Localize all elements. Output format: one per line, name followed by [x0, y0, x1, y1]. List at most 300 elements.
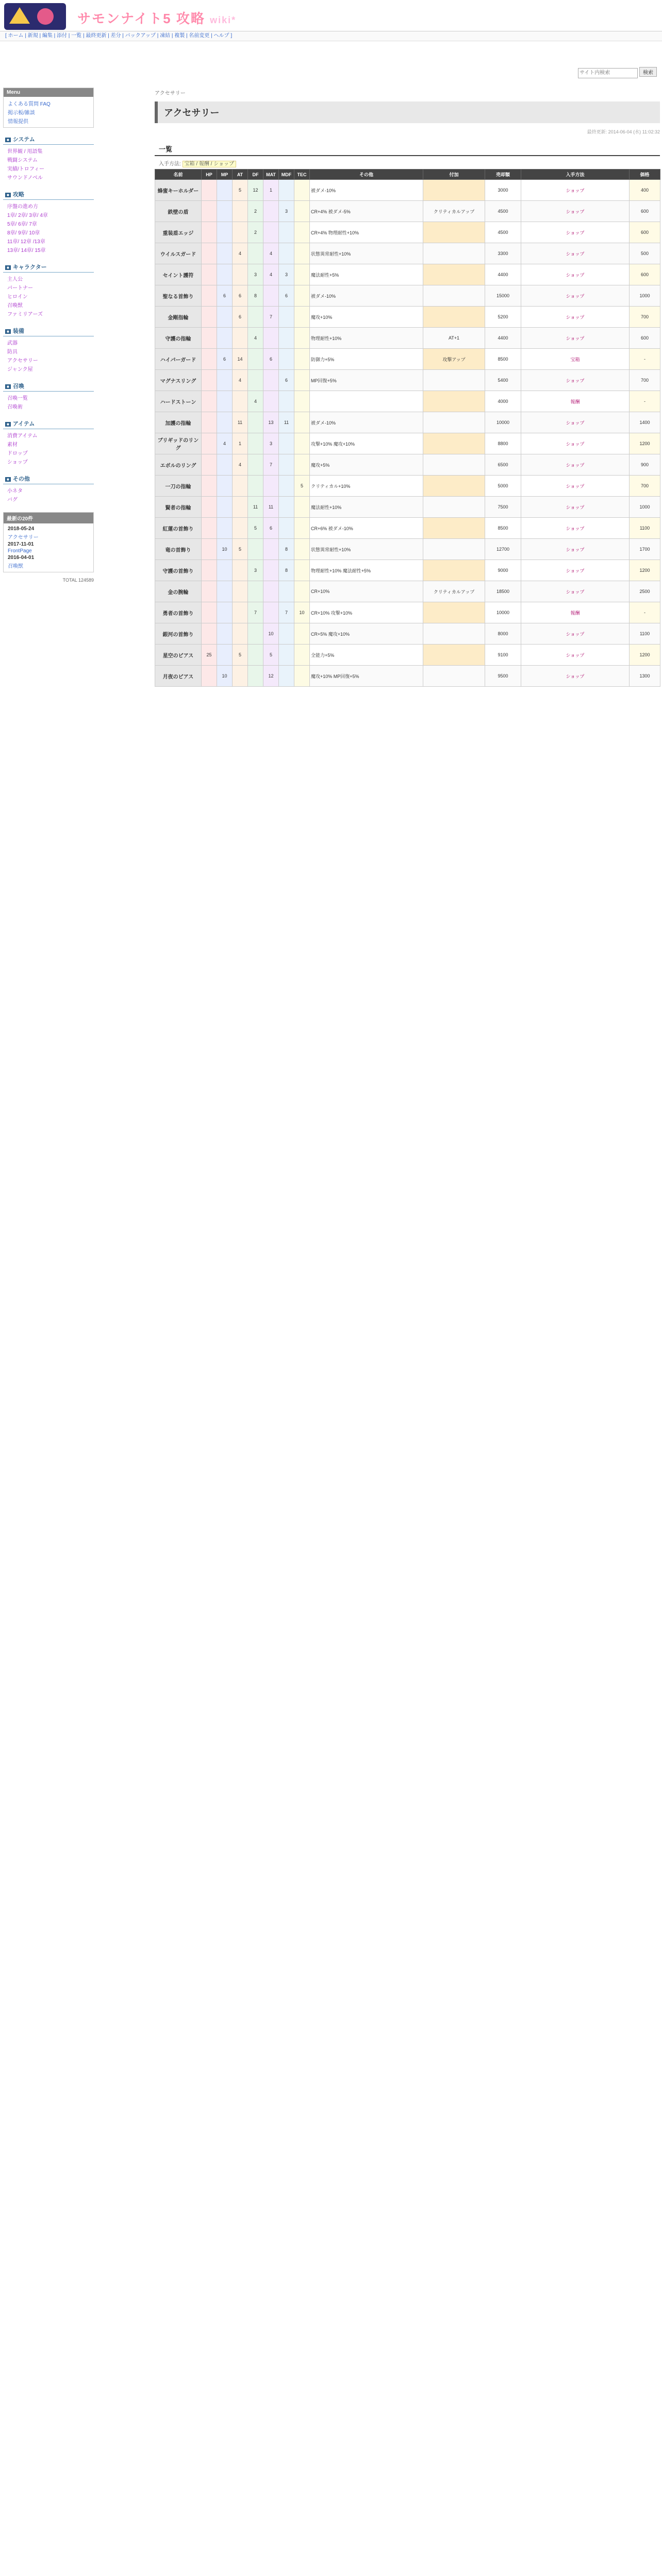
sidebar-link[interactable]: 召喚一覧 — [7, 396, 28, 401]
menu-item[interactable]: よくある質問 FAQ — [8, 101, 51, 107]
table-cell — [217, 412, 233, 433]
sidebar-link[interactable]: 11章/ 12章 /13章 — [7, 239, 45, 245]
sidebar-link[interactable]: 実績/トロフィー — [7, 166, 44, 172]
counter: TOTAL 124589 — [62, 578, 94, 583]
table-cell — [217, 391, 233, 412]
table-cell — [202, 454, 217, 476]
column-header: 付加 — [423, 170, 485, 180]
table-cell — [233, 666, 248, 687]
menu-item[interactable]: 掲示板/雑談 — [8, 110, 35, 116]
table-cell: 状態異常耐性+10% — [310, 539, 423, 560]
table-cell — [279, 349, 294, 370]
item-name[interactable]: 月夜のピアス — [155, 666, 202, 687]
sidebar-link[interactable]: ファミリアーズ — [7, 312, 43, 317]
table-cell: 400 — [630, 180, 660, 201]
table-cell: 1100 — [630, 623, 660, 645]
table-cell — [423, 645, 485, 666]
item-name[interactable]: セイント護符 — [155, 264, 202, 285]
item-name[interactable]: 加護の指輪 — [155, 412, 202, 433]
table-cell — [248, 433, 263, 454]
table-cell: クリティカル+10% — [310, 476, 423, 497]
table-cell: 8000 — [485, 623, 521, 645]
table-cell — [423, 243, 485, 264]
item-name[interactable]: 銀河の首飾り — [155, 623, 202, 645]
sidebar-link[interactable]: 世界観 / 用語集 — [7, 149, 43, 155]
table-cell: 状態異常耐性+10% — [310, 243, 423, 264]
table-cell — [202, 370, 217, 391]
column-header: 名前 — [155, 170, 202, 180]
table-cell — [263, 476, 279, 497]
item-name[interactable]: 竜の首飾り — [155, 539, 202, 560]
table-cell — [202, 307, 217, 328]
table-cell: 11 — [233, 412, 248, 433]
table-cell — [423, 476, 485, 497]
table-cell — [279, 645, 294, 666]
table-row — [155, 518, 660, 539]
table-cell: 6 — [279, 285, 294, 307]
table-cell — [217, 581, 233, 602]
table-cell — [294, 222, 310, 243]
sidebar-link[interactable]: ショップ — [7, 460, 28, 465]
table-cell: 4500 — [485, 222, 521, 243]
table-cell — [248, 623, 263, 645]
table-cell: 5 — [233, 645, 248, 666]
table-cell: 6 — [233, 285, 248, 307]
table-cell: 攻撃アップ — [423, 349, 485, 370]
table-cell — [233, 201, 248, 222]
table-cell — [233, 264, 248, 285]
table-cell: - — [630, 391, 660, 412]
table-row — [155, 645, 660, 666]
sidebar-link[interactable]: バグ — [7, 497, 18, 503]
table-cell: 6500 — [485, 454, 521, 476]
table-cell: 8 — [248, 285, 263, 307]
table-cell: 4 — [217, 433, 233, 454]
table-cell: 3000 — [485, 180, 521, 201]
table-cell — [202, 623, 217, 645]
item-name[interactable]: エボルのリング — [155, 454, 202, 476]
table-cell — [233, 518, 248, 539]
table-cell: ショップ — [521, 645, 630, 666]
table-cell — [279, 243, 294, 264]
menu-item[interactable]: 情報提供 — [8, 119, 28, 125]
table-cell — [294, 518, 310, 539]
table-cell: 5 — [233, 180, 248, 201]
table-cell: 7 — [263, 307, 279, 328]
sidebar-link[interactable]: 8章/ 9章/ 10章 — [7, 230, 40, 236]
table-cell: 5 — [263, 645, 279, 666]
table-cell — [202, 539, 217, 560]
top-nav[interactable]: [ ホーム | 新規 | 編集 | 添付 | 一覧 | 最終更新 | 差分 | バックアップ | 凍結 | 複製 | 名前変更 | ヘルプ ] — [0, 31, 662, 41]
item-name[interactable]: ハイパーガード — [155, 349, 202, 370]
table-cell: ショップ — [521, 560, 630, 581]
table-cell: 2500 — [630, 581, 660, 602]
table-cell — [423, 264, 485, 285]
table-cell — [423, 539, 485, 560]
table-cell: 防御力+5% — [310, 349, 423, 370]
sidebar-link[interactable]: ジャンク屋 — [7, 367, 33, 372]
column-header: MP — [217, 170, 233, 180]
table-cell — [423, 623, 485, 645]
table-cell: ショップ — [521, 307, 630, 328]
table-cell — [217, 264, 233, 285]
table-cell: ショップ — [521, 285, 630, 307]
item-name[interactable]: 賢者の指輪 — [155, 497, 202, 518]
table-cell — [202, 433, 217, 454]
table-row — [155, 412, 660, 433]
table-cell — [248, 370, 263, 391]
sidebar-section-walkthrough: ■ 攻略 序盤の進め方 1章/ 2章/ 3章/ 4章 5章/ 6章/ 7章 8章/ 9章/ 10章 11章/ 12章 /13章 13章/ 14章/ 15章 — [3, 189, 94, 256]
table-cell — [263, 201, 279, 222]
table-cell — [202, 243, 217, 264]
sidebar-link[interactable]: 召喚獣 — [7, 303, 23, 309]
recent-date: 2018-05-24 — [8, 526, 35, 532]
table-cell: 1400 — [630, 412, 660, 433]
table-cell: ショップ — [521, 433, 630, 454]
sidebar-link[interactable]: 防具 — [7, 349, 18, 355]
table-cell — [294, 307, 310, 328]
recent-title: 最新の20件 — [4, 513, 93, 523]
table-cell — [233, 328, 248, 349]
table-cell — [233, 623, 248, 645]
table-cell: 物理耐性+10% 魔法耐性+5% — [310, 560, 423, 581]
sidebar-link[interactable]: 素材 — [7, 442, 18, 448]
table-row — [155, 433, 660, 454]
table-cell: 4 — [263, 264, 279, 285]
table-cell: 1200 — [630, 433, 660, 454]
table-cell: 18500 — [485, 581, 521, 602]
table-cell: 5 — [248, 518, 263, 539]
item-name[interactable]: 星空のピアス — [155, 645, 202, 666]
table-cell: 600 — [630, 328, 660, 349]
table-cell — [217, 180, 233, 201]
table-cell — [423, 518, 485, 539]
table-row — [155, 454, 660, 476]
menu-title: Menu — [4, 88, 93, 97]
recent-link[interactable]: FrontPage — [8, 548, 32, 554]
equipment-table — [155, 169, 660, 687]
item-name[interactable]: 紅蓮の首飾り — [155, 518, 202, 539]
table-cell: 6 — [263, 349, 279, 370]
table-cell — [294, 454, 310, 476]
table-cell — [217, 645, 233, 666]
table-cell — [263, 285, 279, 307]
table-cell — [202, 285, 217, 307]
table-cell — [263, 222, 279, 243]
table-cell — [279, 497, 294, 518]
item-name[interactable]: 蜂蜜キーホルダー — [155, 180, 202, 201]
table-cell: 14 — [233, 349, 248, 370]
table-cell: ショップ — [521, 476, 630, 497]
table-row — [155, 180, 660, 201]
item-name[interactable]: ウイルスガード — [155, 243, 202, 264]
table-cell: 全能力+5% — [310, 645, 423, 666]
table-cell — [423, 602, 485, 623]
table-cell — [202, 391, 217, 412]
table-cell — [294, 560, 310, 581]
table-cell — [217, 602, 233, 623]
table-cell — [233, 560, 248, 581]
table-cell — [217, 243, 233, 264]
table-cell: 10000 — [485, 412, 521, 433]
table-cell: 2 — [248, 201, 263, 222]
column-header: その他 — [310, 170, 423, 180]
table-cell: 6 — [279, 370, 294, 391]
table-cell — [263, 328, 279, 349]
table-cell: 8 — [279, 560, 294, 581]
table-cell: 報酬 — [521, 602, 630, 623]
site-logo[interactable] — [4, 3, 66, 30]
table-cell: 15000 — [485, 285, 521, 307]
table-cell — [294, 243, 310, 264]
table-row — [155, 391, 660, 412]
table-cell: クリティカルアップ — [423, 201, 485, 222]
table-header-row — [155, 170, 660, 180]
table-cell: 被ダメ-10% — [310, 180, 423, 201]
table-row — [155, 602, 660, 623]
table-cell: ショップ — [521, 412, 630, 433]
table-cell: 4 — [248, 328, 263, 349]
table-cell — [294, 666, 310, 687]
table-cell: 魔攻+10% — [310, 307, 423, 328]
table-cell: ショップ — [521, 243, 630, 264]
table-cell: ショップ — [521, 454, 630, 476]
column-header: AT — [233, 170, 248, 180]
table-cell — [248, 307, 263, 328]
table-cell — [248, 666, 263, 687]
table-cell — [202, 222, 217, 243]
table-cell: CR+10% 攻撃+10% — [310, 602, 423, 623]
table-cell: 1200 — [630, 560, 660, 581]
table-cell — [279, 581, 294, 602]
table-cell — [279, 391, 294, 412]
table-cell: 8500 — [485, 518, 521, 539]
sidebar-link[interactable]: 13章/ 14章/ 15章 — [7, 248, 46, 253]
sidebar-section-summon: ■ 召喚 召喚一覧 召喚術 — [3, 381, 94, 412]
search-box — [578, 67, 657, 78]
table-cell: 4500 — [485, 201, 521, 222]
table-row — [155, 539, 660, 560]
table-cell — [279, 666, 294, 687]
table-row — [155, 349, 660, 370]
item-name[interactable]: 勇者の首飾り — [155, 602, 202, 623]
table-cell: 魔法耐性+10% — [310, 497, 423, 518]
sidebar-link[interactable]: 1章/ 2章/ 3章/ 4章 — [7, 213, 48, 218]
sidebar-link[interactable]: 消費アイテム — [7, 433, 38, 439]
breadcrumb[interactable]: アクセサリー — [155, 91, 186, 96]
table-cell — [294, 328, 310, 349]
table-cell: 5200 — [485, 307, 521, 328]
sidebar-section-item: ■ アイテム 消費アイテム 素材 ドロップ ショップ — [3, 418, 94, 467]
table-cell: 10 — [294, 602, 310, 623]
table-cell: ショップ — [521, 666, 630, 687]
table-cell: 1 — [263, 180, 279, 201]
table-cell: 500 — [630, 243, 660, 264]
table-cell: 魔攻+10% MP回復+5% — [310, 666, 423, 687]
sidebar-link[interactable]: 主人公 — [7, 277, 23, 282]
table-cell: ショップ — [521, 180, 630, 201]
table-cell: 12 — [248, 180, 263, 201]
table-cell: 4 — [233, 454, 248, 476]
table-cell: ショップ — [521, 539, 630, 560]
table-cell — [294, 581, 310, 602]
table-cell: 3 — [248, 264, 263, 285]
table-cell — [217, 623, 233, 645]
item-name[interactable]: ブリギッドのリング — [155, 433, 202, 454]
column-header: 売却額 — [485, 170, 521, 180]
table-cell: 10 — [263, 623, 279, 645]
sidebar-link[interactable]: アクセサリー — [7, 358, 38, 364]
sidebar-link[interactable]: 武器 — [7, 341, 18, 346]
sidebar-link[interactable]: 小ネタ — [7, 488, 23, 494]
table-cell: 4 — [248, 391, 263, 412]
table-row — [155, 476, 660, 497]
recent-date: 2016-04-01 — [8, 555, 35, 561]
table-cell — [217, 201, 233, 222]
sidebar-section-character: ■ キャラクター 主人公 パートナー ヒロイン 召喚獣 ファミリアーズ — [3, 262, 94, 319]
table-cell: 600 — [630, 222, 660, 243]
table-cell: 3 — [279, 264, 294, 285]
table-cell — [233, 497, 248, 518]
table-cell — [423, 222, 485, 243]
table-row — [155, 328, 660, 349]
sidebar-section-equipment: ■ 装備 武器 防具 アクセサリー ジャンク屋 — [3, 326, 94, 375]
item-name[interactable]: 鉄壁の盾 — [155, 201, 202, 222]
column-header: MDF — [279, 170, 294, 180]
sidebar-link[interactable]: 召喚術 — [7, 404, 23, 410]
table-cell — [294, 370, 310, 391]
table-cell — [248, 412, 263, 433]
table-cell: CR+4% 被ダメ-5% — [310, 201, 423, 222]
recent-date: 2017-11-01 — [8, 541, 34, 547]
table-cell: 6 — [217, 349, 233, 370]
sidebar-link[interactable]: ヒロイン — [7, 294, 28, 300]
table-cell: 11 — [279, 412, 294, 433]
column-header: MAT — [263, 170, 279, 180]
table-cell: 12700 — [485, 539, 521, 560]
table-row — [155, 370, 660, 391]
table-cell — [202, 412, 217, 433]
item-name[interactable]: 守護の首飾り — [155, 560, 202, 581]
item-name[interactable]: 一刀の指輪 — [155, 476, 202, 497]
table-cell: ショップ — [521, 623, 630, 645]
table-cell — [279, 328, 294, 349]
table-cell: 7500 — [485, 497, 521, 518]
table-cell: 被ダメ-10% — [310, 412, 423, 433]
table-cell — [202, 497, 217, 518]
table-cell — [294, 201, 310, 222]
table-cell: 被ダメ-10% — [310, 285, 423, 307]
table-cell: 700 — [630, 370, 660, 391]
table-cell — [423, 370, 485, 391]
recent-link[interactable]: アクセサリー — [8, 535, 39, 540]
column-header: 価格 — [630, 170, 660, 180]
table-cell — [202, 560, 217, 581]
page-title: アクセサリー — [155, 101, 660, 123]
search-input[interactable] — [578, 68, 638, 78]
table-cell — [294, 264, 310, 285]
item-name[interactable]: 聖なる首飾り — [155, 285, 202, 307]
table-cell — [233, 581, 248, 602]
table-row — [155, 623, 660, 645]
table-row — [155, 201, 660, 222]
section-heading: 一覧 — [155, 142, 660, 156]
table-cell: 5000 — [485, 476, 521, 497]
item-name[interactable]: マグナスリング — [155, 370, 202, 391]
table-cell — [279, 476, 294, 497]
table-cell — [263, 581, 279, 602]
table-cell — [217, 307, 233, 328]
table-cell: ショップ — [521, 264, 630, 285]
recent-link[interactable]: 召喚獣 — [8, 564, 23, 569]
table-cell — [423, 285, 485, 307]
table-cell — [202, 666, 217, 687]
table-cell: 6 — [233, 307, 248, 328]
item-name[interactable]: 重装盾エッジ — [155, 222, 202, 243]
sidebar-link[interactable]: サウンドノベル — [7, 175, 43, 181]
item-name[interactable]: ハードストーン — [155, 391, 202, 412]
table-row — [155, 497, 660, 518]
search-button[interactable]: 検索 — [639, 67, 657, 77]
table-cell: 3300 — [485, 243, 521, 264]
last-modified: 最終更新: 2014-06-04 (水) 11:02:32 — [587, 129, 660, 134]
table-cell: 25 — [202, 645, 217, 666]
table-cell: 4 — [233, 243, 248, 264]
sidebar-link[interactable]: 5章/ 6章/ 7章 — [7, 222, 37, 227]
table-cell: ショップ — [521, 518, 630, 539]
table-cell: 魔法耐性+5% — [310, 264, 423, 285]
table-cell — [263, 560, 279, 581]
table-cell — [423, 412, 485, 433]
table-cell — [202, 328, 217, 349]
table-cell: 2 — [248, 222, 263, 243]
item-name[interactable]: 金の腕輪 — [155, 581, 202, 602]
sidebar-section-system: ■ システム 世界観 / 用語集 戦闘システム 実績/トロフィー サウンドノベル — [3, 134, 94, 183]
table-row — [155, 307, 660, 328]
table-cell: 魔攻+5% — [310, 454, 423, 476]
table-cell — [248, 454, 263, 476]
table-cell — [202, 518, 217, 539]
table-row — [155, 264, 660, 285]
table-cell: 10 — [217, 539, 233, 560]
item-name[interactable]: 金剛指輪 — [155, 307, 202, 328]
table-cell: 13 — [263, 412, 279, 433]
table-row — [155, 666, 660, 687]
table-cell — [248, 645, 263, 666]
table-cell: - — [630, 349, 660, 370]
sidebar-link[interactable]: 戦闘システム — [7, 158, 38, 163]
table-cell — [248, 581, 263, 602]
column-header: 入手方法 — [521, 170, 630, 180]
table-cell — [217, 518, 233, 539]
sidebar-link[interactable]: ドロップ — [7, 451, 28, 456]
table-cell: クリティカルアップ — [423, 581, 485, 602]
table-cell — [423, 560, 485, 581]
table-cell — [248, 349, 263, 370]
sidebar-link[interactable]: 序盤の進め方 — [7, 204, 38, 210]
table-cell — [263, 391, 279, 412]
table-cell: 1000 — [630, 497, 660, 518]
table-cell: 8800 — [485, 433, 521, 454]
table-cell: ショップ — [521, 201, 630, 222]
table-cell — [263, 370, 279, 391]
table-row — [155, 285, 660, 307]
item-name[interactable]: 守護の指輪 — [155, 328, 202, 349]
sidebar-link[interactable]: パートナー — [7, 285, 33, 291]
table-cell: 11 — [248, 497, 263, 518]
table-cell: 700 — [630, 476, 660, 497]
table-cell: CR+6% 被ダメ-10% — [310, 518, 423, 539]
